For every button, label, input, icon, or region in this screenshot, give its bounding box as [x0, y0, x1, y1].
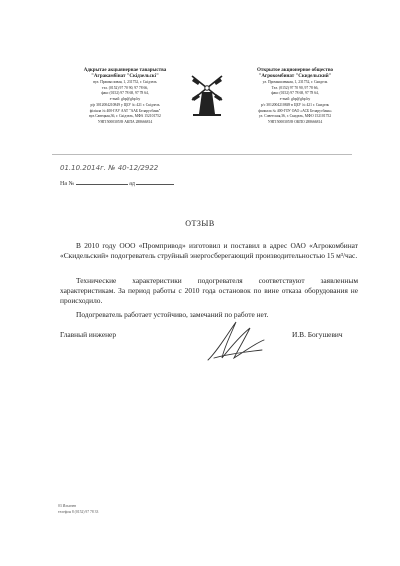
- paragraph-supply-text: В 2010 году ООО «Промпривод» изготовил и поставил в адрес ОАО «Агрокомбинат «Скидельский» подогреватель струйный энергосберегающий производительностью 15 м³/час.: [60, 241, 358, 260]
- left-bank: філіяла № 400-ГАУ ААТ "ААБ Беларусбанк": [89, 108, 161, 113]
- left-phone: тэл. (0152) 97 70 90, 97 78 66,: [101, 85, 149, 90]
- paragraph-characteristics: [60, 276, 358, 306]
- left-tax-id: УНП 500030539 АКПА 288666814: [97, 119, 153, 124]
- incoming-reference: [60, 178, 210, 187]
- outgoing-reference: [60, 164, 210, 172]
- right-email: e-mail: ghp@ghp.by: [279, 97, 311, 102]
- number-prefix: На №: [60, 181, 75, 187]
- executor-name: 03 Ильичев: [58, 504, 76, 508]
- executor-phone: телефон 8 (0152) 97 78 33: [58, 509, 99, 514]
- signatory-role: Главный инженер: [60, 330, 117, 339]
- right-phone: Тел. (0152) 97 70 90, 97 78 66,: [271, 85, 319, 90]
- date-blank: [136, 178, 174, 185]
- left-bank-address: вул.Савецкая,36, г. Скідзель, МФА 152101752: [89, 114, 161, 119]
- right-address: ул. Промышленная, 1, 231752, г. Скидель: [262, 80, 328, 84]
- paragraph-operation-text: Подогреватель работает устойчиво, замечаний по работе нет.: [76, 310, 269, 319]
- left-account: р/р 3012004210849 у ЦБУ № 421 г. Скідзель: [90, 102, 160, 107]
- right-org-type: Открытое акционерное общество: [257, 68, 333, 73]
- right-bank: филиала № 400-ГОУ ОАО «АСБ Беларусбанк»: [258, 108, 332, 113]
- handwritten-date-number: 01.10.2014г. № 40-12/2922: [60, 164, 159, 172]
- left-email: e-mail: ghp@ghp.by: [109, 97, 141, 102]
- right-fax: факс (0152) 97 78 68, 97 78 64,: [271, 91, 319, 96]
- paragraph-supply: [60, 241, 358, 261]
- left-fax: факс (0152) 97 78 68, 97 78 64,: [101, 91, 149, 96]
- right-tax-id: УНП 500030539 ОКПО 288666814: [267, 119, 323, 124]
- left-letterhead: [55, 68, 195, 126]
- from-label: ад: [129, 181, 135, 187]
- left-org-type: Адкрытае акцыянернае таварыства: [83, 68, 167, 73]
- right-letterhead: [225, 68, 365, 126]
- left-org-name: "Агракамбінат "Скідзельскі": [91, 74, 159, 79]
- right-bank-address: ул. Советская,36, г. Скидель, МФО 152101752: [258, 114, 332, 119]
- executor-footer: [58, 504, 98, 515]
- handwritten-signature: [200, 314, 270, 366]
- header-divider: [52, 154, 352, 155]
- signatory-name: И.В. Богушевич: [292, 330, 343, 339]
- right-org-name: "Агрокомбинат "Скидельский": [258, 74, 332, 79]
- paragraph-characteristics-text: Технические характеристики подогревателя соответствуют заявленным характеристикам. За период работы с 2010 года остановок по вине отказа оборудования не происходило.: [60, 276, 358, 305]
- number-blank: [76, 178, 128, 185]
- windmill-logo-icon: [188, 70, 226, 118]
- right-account: р/с 3012004210849 в ЦБУ № 421 г. Скидель: [260, 102, 330, 107]
- document-title: ОТЗЫВ: [185, 219, 215, 228]
- left-address: вул. Прамысловая, 1, 231752, г. Скідзель: [93, 80, 157, 84]
